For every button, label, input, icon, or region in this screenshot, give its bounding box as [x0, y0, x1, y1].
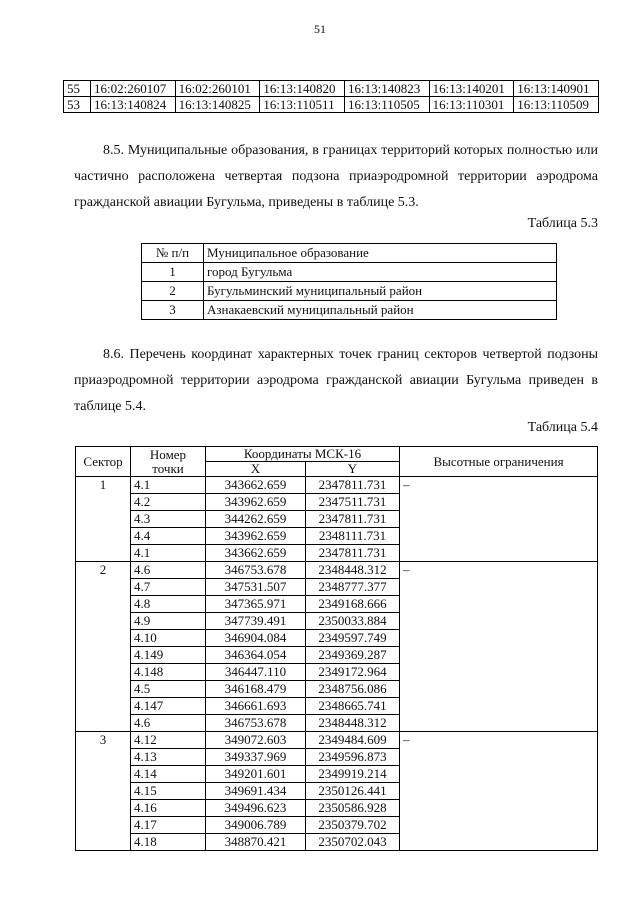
coordinate-y: 2347811.731 [306, 511, 400, 528]
point-number: 4.1 [131, 477, 206, 494]
sector-number: 3 [76, 732, 131, 851]
coordinate-x: 344262.659 [206, 511, 306, 528]
coordinate-y: 2349168.666 [306, 596, 400, 613]
coordinate-y: 2347811.731 [306, 545, 400, 562]
coordinate-x: 347531.507 [206, 579, 306, 596]
coordinate-y: 2349172.964 [306, 664, 400, 681]
paragraph-8-5-text: 8.5. Муниципальные образования, в границах территорий которых полностью или частично расположена четвертая подзона приаэродромной территории аэродрома гражданской авиации Бугульма, приведены в таблице 5.3. [74, 143, 598, 210]
height-limit: – [400, 562, 598, 732]
point-number: 4.1 [131, 545, 206, 562]
coordinate-x: 346168.479 [206, 681, 306, 698]
table-5-3 [141, 243, 557, 320]
point-number: 4.4 [131, 528, 206, 545]
coordinate-y: 2348777.377 [306, 579, 400, 596]
point-number: 4.3 [131, 511, 206, 528]
coordinate-y: 2349919.214 [306, 766, 400, 783]
paragraph-8-6 [74, 342, 598, 420]
column-header-height-limits: Высотные ограничения [400, 447, 598, 477]
point-number: 4.14 [131, 766, 206, 783]
point-number: 4.147 [131, 698, 206, 715]
coordinate-y: 2349597.749 [306, 630, 400, 647]
coordinate-y: 2350033.884 [306, 613, 400, 630]
coordinate-x: 346753.678 [206, 715, 306, 732]
coordinate-x: 343962.659 [206, 528, 306, 545]
coordinate-y: 2348448.312 [306, 715, 400, 732]
table-cell: 53 [64, 97, 91, 113]
table-header-row [142, 244, 557, 263]
table-cell: 16:13:140825 [175, 97, 260, 113]
table-cell: 16:13:110511 [260, 97, 345, 113]
coordinate-x: 348870.421 [206, 834, 306, 851]
municipality-name: Бугульминский муниципальный район [204, 282, 557, 301]
column-header-point: Номер точки [131, 447, 206, 477]
point-number: 4.16 [131, 800, 206, 817]
table-row [64, 97, 599, 113]
table-cell: 16:02:260101 [175, 81, 260, 97]
sector-number: 2 [76, 562, 131, 732]
column-header-number: № п/п [142, 244, 204, 263]
table-row [142, 282, 557, 301]
coordinate-x: 346447.110 [206, 664, 306, 681]
coordinate-y: 2347511.731 [306, 494, 400, 511]
table-5-4 [75, 446, 598, 851]
coordinate-x: 346661.693 [206, 698, 306, 715]
column-header-coordinates: Координаты МСК-16 [206, 447, 400, 462]
municipality-name: Азнакаевский муниципальный район [204, 301, 557, 320]
coordinate-y: 2348111.731 [306, 528, 400, 545]
table-cell: 16:13:140901 [514, 81, 599, 97]
point-number: 4.6 [131, 562, 206, 579]
municipality-name: город Бугульма [204, 263, 557, 282]
table-row [142, 263, 557, 282]
sector-number: 1 [76, 477, 131, 562]
coordinate-x: 349691.434 [206, 783, 306, 800]
point-number: 4.6 [131, 715, 206, 732]
page-number: 51 [314, 22, 326, 36]
table-cell: 16:13:140824 [91, 97, 176, 113]
table-row [76, 562, 598, 579]
point-number: 4.5 [131, 681, 206, 698]
point-number: 4.2 [131, 494, 206, 511]
table-cell: 16:13:140820 [260, 81, 345, 97]
coordinate-y: 2349484.609 [306, 732, 400, 749]
coordinate-x: 346753.678 [206, 562, 306, 579]
coordinate-y: 2348756.086 [306, 681, 400, 698]
coordinate-y: 2348665.741 [306, 698, 400, 715]
coordinate-y: 2350126.441 [306, 783, 400, 800]
coordinate-x: 349496.623 [206, 800, 306, 817]
coordinate-x: 347365.971 [206, 596, 306, 613]
table-cell: 16:13:140823 [344, 81, 429, 97]
coordinate-x: 347739.491 [206, 613, 306, 630]
coordinate-y: 2349369.287 [306, 647, 400, 664]
coordinate-x: 343662.659 [206, 545, 306, 562]
point-number: 4.12 [131, 732, 206, 749]
coordinate-y: 2348448.312 [306, 562, 400, 579]
coordinate-y: 2347811.731 [306, 477, 400, 494]
table-cell: 16:02:260107 [91, 81, 176, 97]
point-number: 4.9 [131, 613, 206, 630]
table-cell: 16:13:110301 [429, 97, 514, 113]
table-cell: 16:13:110505 [344, 97, 429, 113]
coordinate-y: 2350586.928 [306, 800, 400, 817]
table-cell: 16:13:110509 [514, 97, 599, 113]
cadastral-numbers-table [63, 80, 599, 113]
table-5-4-caption: Таблица 5.4 [527, 420, 598, 435]
point-number: 4.13 [131, 749, 206, 766]
row-number: 3 [142, 301, 204, 320]
point-number: 4.8 [131, 596, 206, 613]
table-row [76, 477, 598, 494]
point-number: 4.148 [131, 664, 206, 681]
column-header-sector: Сектор [76, 447, 131, 477]
point-number: 4.18 [131, 834, 206, 851]
height-limit: – [400, 732, 598, 851]
coordinate-y: 2350379.702 [306, 817, 400, 834]
coordinate-y: 2350702.043 [306, 834, 400, 851]
table-row [76, 732, 598, 749]
table-header-row [76, 447, 598, 462]
coordinate-x: 349201.601 [206, 766, 306, 783]
paragraph-8-5 [74, 138, 598, 216]
column-header-x: X [206, 462, 306, 477]
coordinate-x: 343962.659 [206, 494, 306, 511]
height-limit: – [400, 477, 598, 562]
point-number: 4.7 [131, 579, 206, 596]
table-5-3-caption: Таблица 5.3 [527, 216, 598, 231]
point-number: 4.17 [131, 817, 206, 834]
point-number: 4.10 [131, 630, 206, 647]
column-header-municipality: Муниципальное образование [204, 244, 557, 263]
coordinate-y: 2349596.873 [306, 749, 400, 766]
table-cell: 16:13:140201 [429, 81, 514, 97]
column-header-y: Y [306, 462, 400, 477]
row-number: 1 [142, 263, 204, 282]
coordinate-x: 349337.969 [206, 749, 306, 766]
row-number: 2 [142, 282, 204, 301]
table-cell: 55 [64, 81, 91, 97]
coordinate-x: 349072.603 [206, 732, 306, 749]
coordinate-x: 349006.789 [206, 817, 306, 834]
point-number: 4.149 [131, 647, 206, 664]
coordinate-x: 346364.054 [206, 647, 306, 664]
coordinate-x: 343662.659 [206, 477, 306, 494]
paragraph-8-6-text: 8.6. Перечень координат характерных точек границ секторов четвертой подзоны приаэродромной территории аэродрома гражданской авиации Бугульма приведен в таблице 5.4. [74, 347, 598, 414]
point-number: 4.15 [131, 783, 206, 800]
coordinate-x: 346904.084 [206, 630, 306, 647]
table-row [142, 301, 557, 320]
table-row [64, 81, 599, 97]
